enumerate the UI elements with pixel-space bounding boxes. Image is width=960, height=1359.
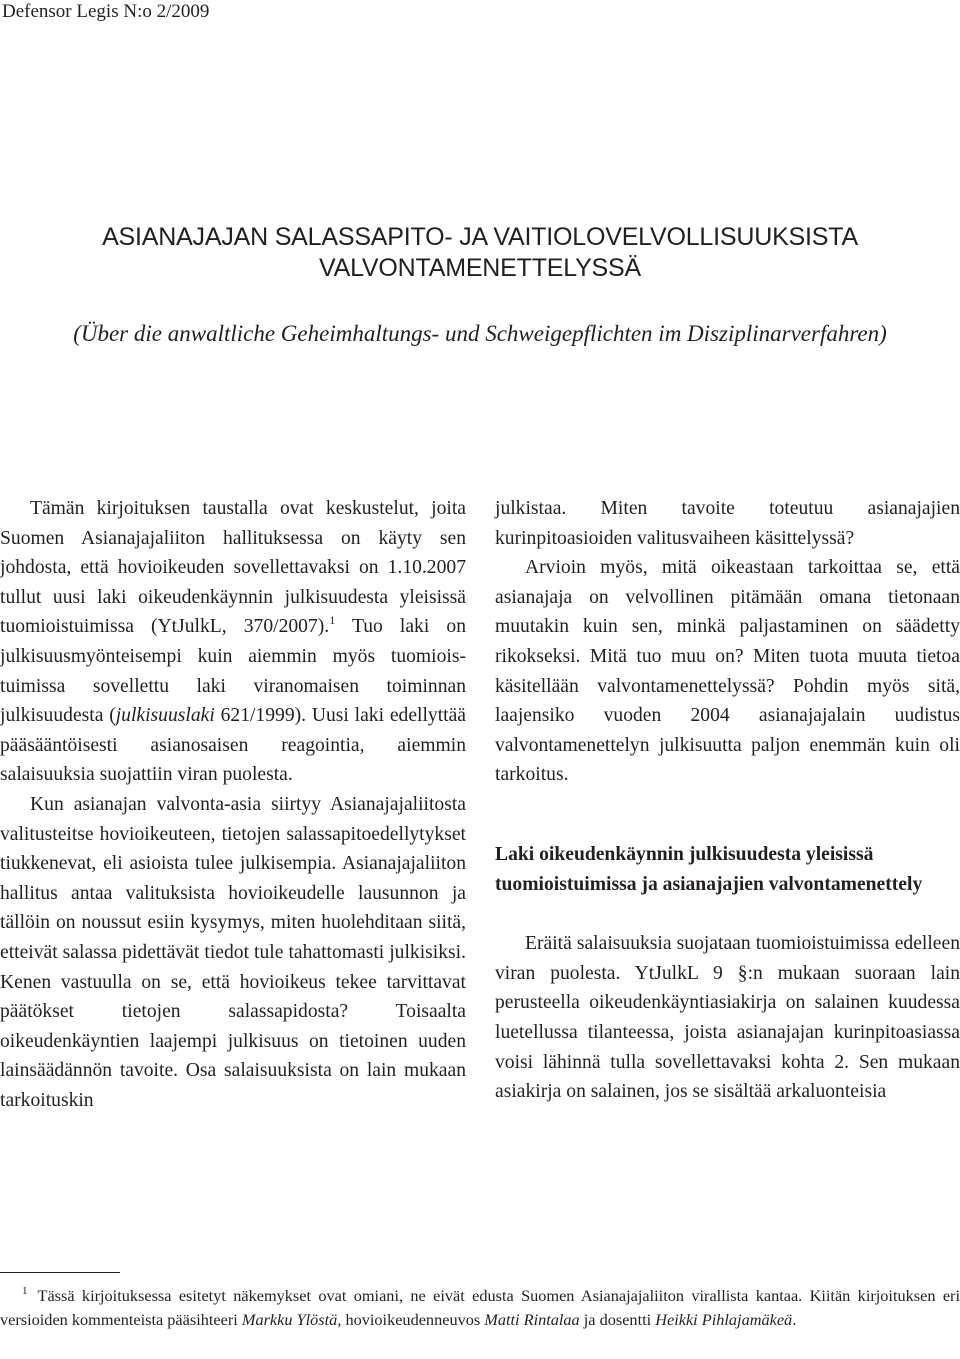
running-head: Defensor Legis N:o 2/2009 <box>2 1 210 22</box>
footnote-divider <box>0 1272 120 1273</box>
footnote-text: . <box>792 1310 797 1329</box>
article-title <box>0 222 960 284</box>
right-column <box>495 494 960 1107</box>
section-heading: Laki oikeudenkäynnin julkisuudesta yleisissä tuomioistuimissa ja asianajajien valvontamenettely <box>495 843 923 895</box>
italic-term: julkisuuslaki <box>115 705 215 727</box>
footnote-text: , hovioikeudenneuvos <box>337 1310 485 1329</box>
article-title-line-2: VALVONTAMENETTELYSSÄ <box>318 254 641 282</box>
footnote-person-name: Markku Ylöstä <box>241 1310 338 1329</box>
footnote-number: 1 <box>22 1285 28 1297</box>
paragraph: Arvioin myös, mitä oikeastaan tarkoittaa se, että asianajaja on velvollinen pitämään omana tietonaan muutakin kuin sen, minkä paljastaminen on säädetty rikokseksi. Mitä tuo muu on? Miten tuota muuta tietoa käsitellään valvontamenettelyssä? Pohdin myös sitä, laajensiko vuoden 2004 asianajajalain uudistus valvontamenettelyn julkisuutta paljon enemmän kuin oli tarkoitus. <box>495 557 960 786</box>
paragraph: julkistaa. Miten tavoite toteutuu asianajajien kurinpitoasioiden valitusvaiheen käsittelyssä? <box>495 498 960 549</box>
footnote <box>0 1284 960 1332</box>
footnote-reference: 1 <box>329 613 336 628</box>
footnote-text: ja dosentti <box>579 1310 656 1329</box>
paragraph <box>0 494 466 790</box>
paragraph: Eräitä salaisuuksia suojataan tuomioistuimissa edelleen viran puolesta. YtJulkL 9 §:n mukaan suoraan lain perusteella oikeudenkäyntiasiakirja on salainen kuudessa luetellussa tilanteessa, joista asianajajan kurinpitoasiassa voisi lähinnä tulla sovellettavaksi kohta 2. Sen mukaan asiakirja on salainen, jos se sisältää arkaluonteisia <box>495 933 960 1103</box>
article-subtitle: (Über die anwaltliche Geheimhaltungs- und Schweigepflichten im Disziplinarverfahren) <box>73 321 887 346</box>
paragraph-text: Tämän kirjoituksen taustalla ovat keskustelut, joita Suomen Asianajajaliiton hallituksessa on käyty sen johdosta, että hovioikeuden sovellettavaksi on 1.10.2007 tullut uusi laki oikeudenkäynnin julkisuudesta yleisissä tuomioistuimissa (YtJulkL, 370/2007). <box>0 498 466 638</box>
footnote-person-name: Heikki Pihlajamäkeä <box>655 1310 793 1329</box>
footnote-text: Tässä kirjoituksessa esitetyt näkemykset ovat omiani, ne eivät edusta Suomen Asianajajaliiton virallista kantaa. Kiitän kirjoituksen eri versioiden kommenteista pääsihteeri <box>0 1286 960 1329</box>
footnote-person-name: Matti Rintalaa <box>484 1310 580 1329</box>
paragraph-text: Tuo laki on julkisuusmyönteisempi kuin aiemmin myös tuomioistuimissa sovellettu laki viranomaisen toiminnan julkisuudesta ( <box>0 616 466 727</box>
section-spacer <box>495 899 960 929</box>
article-title-line-1: ASIANAJAJAN SALASSAPITO- JA VAITIOLOVELVOLLISUUKSISTA <box>102 223 858 251</box>
paragraph-text: 621/1999). Uusi laki edellyttää pääsääntöisesti asianosaisen reagointia, aiemmin salaisuuksia suojattiin viran puolesta. <box>0 705 467 786</box>
paragraph: Kun asianajan valvonta-asia siirtyy Asianajajaliitosta valitusteitse hovioikeuteen, tietojen salassapitoedellytykset tiukkenevat, eli asioista tulee julkisempia. Asianajajaliiton hallitus antaa valituksista hovioikeudelle lausunnon ja tällöin on noussut esiin kysymys, miten huolehditaan siitä, etteivät salassa pidettävät tiedot tule tahattomasti julkisiksi. Kenen vastuulla on se, että hovioikeus tekee tarvittavat päätökset tietojen salassapidosta? Toisaalta oikeudenkäyntien laajempi julkisuus on tietoinen uuden lainsäädännön tavoite. Osa salaisuuksista on lain mukaan tarkoituskin <box>0 793 466 1111</box>
left-column <box>0 494 466 1115</box>
